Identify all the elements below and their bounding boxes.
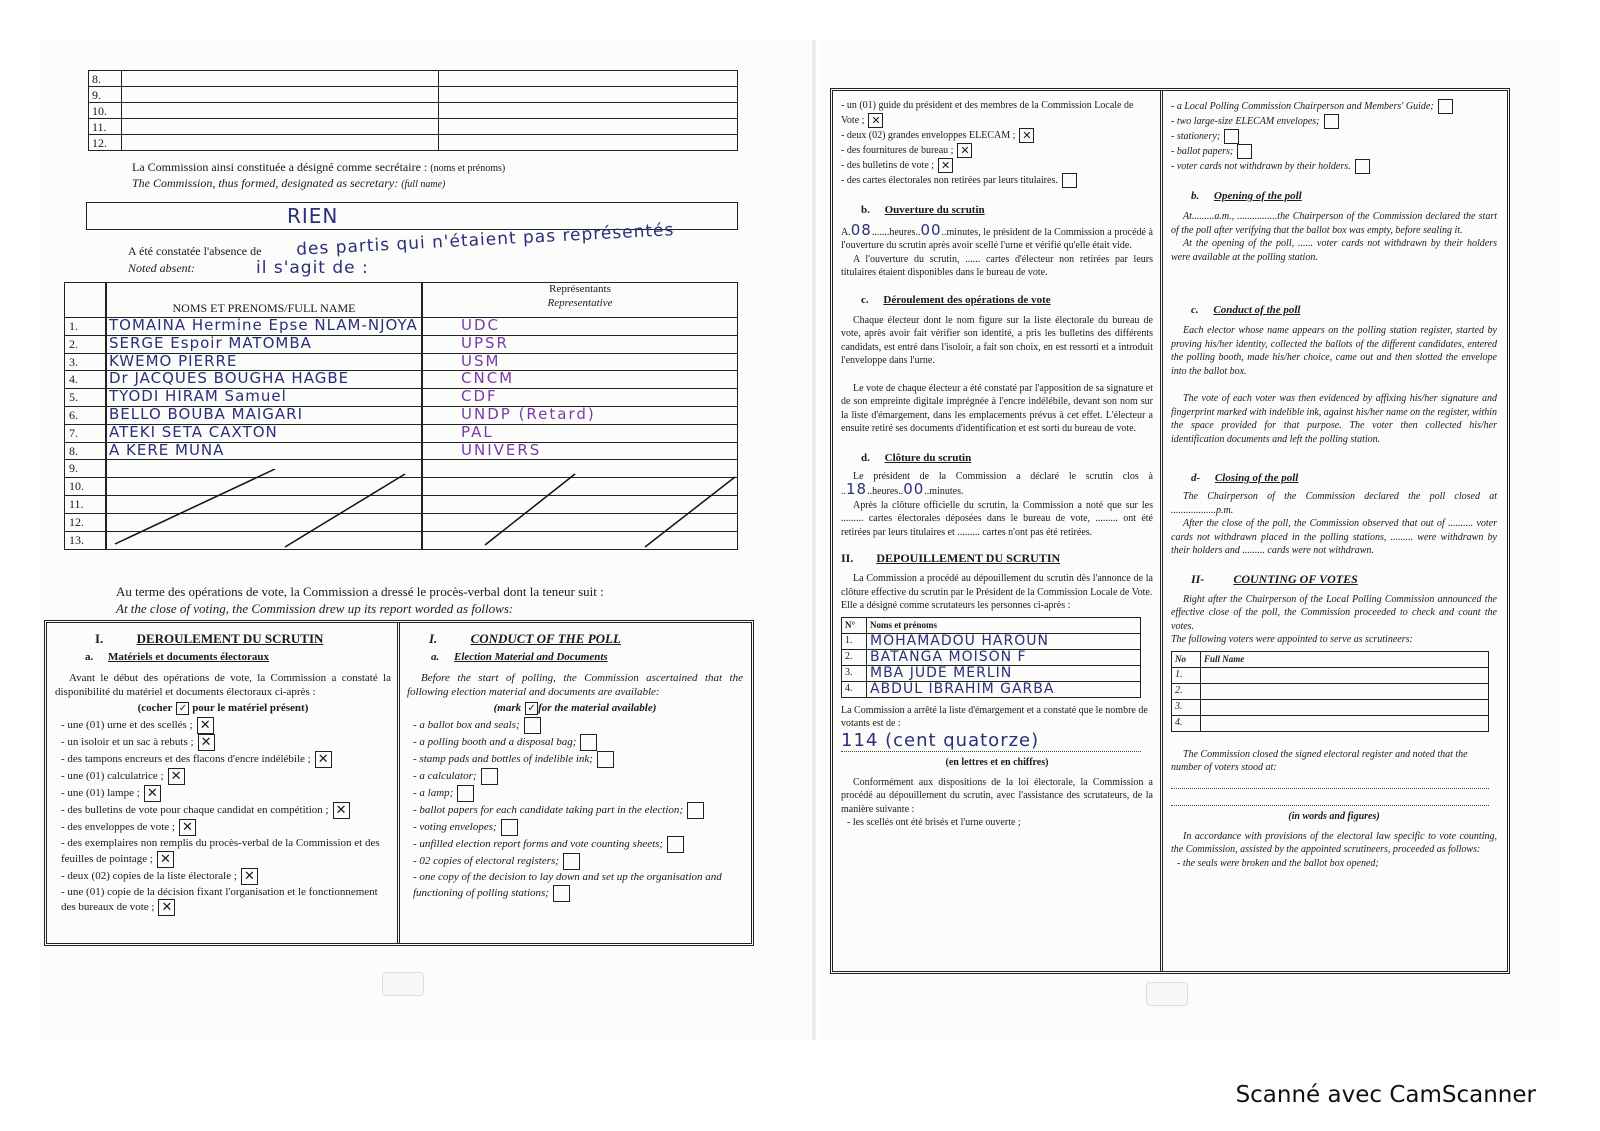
- top-table-rep-cell[interactable]: [439, 87, 738, 103]
- right-material-item: [1171, 144, 1497, 159]
- section-one-fr: I. DEROULEMENT DU SCRUTIN a. Matériels et documents électoraux Avant le début des opérations de vote, la Commission a constaté la disponibilité du matériel et documents électoraux ci-après : (cocher ✓ pour le matériel présent) - une (01) urne et des scellés ; ✕ - un isoloir et un sac à rebuts ; ✕ - des tampons encreurs et des flacons d'encre indélébile ; ✕ - une (01) calculatrice ; ✕ - une (01) lampe ; ✕ - des bulletins de vote pour chaque candidat en compétition ; ✕ - des enveloppes de vote ; ✕ - des exemplaires non remplis du procès-verbal de la Commission et des feuilles de pointage ; ✕ - deux (02) copies de la liste électorale ; ✕ - une (01) copie de la décision fixant l'organisation et le fonctionnement des bureaux de vote ; ✕: [55, 631, 391, 915]
- right-material-checkbox[interactable]: [1355, 159, 1370, 174]
- scrutineer-row: [1172, 715, 1489, 731]
- scrutineer-row-name[interactable]: [1201, 667, 1489, 683]
- page-number-mark-left: [382, 972, 424, 996]
- closing-text-en: At the close of voting, the Commission drew up its report worded as follows:: [116, 601, 514, 616]
- absent-row-name[interactable]: TOMAINA Hermine Epse NLAM-NJOYA: [109, 316, 418, 334]
- page-number-mark-right: [1146, 982, 1188, 1006]
- right-en-law-text: In accordance with provisions of the electoral law specific to vote counting, the Commission, assisted by the appointed scrutineers, proceeded as follows:: [1171, 830, 1497, 855]
- right-material-item: [841, 158, 1153, 173]
- absent-row-name[interactable]: ATEKI SETA CAXTON: [109, 422, 278, 441]
- right-material-item: [841, 143, 1153, 158]
- right-material-checkbox[interactable]: ✕: [868, 113, 883, 128]
- right-material-checkbox[interactable]: ✕: [957, 143, 972, 158]
- right-en-column: - a Local Polling Commission Chairperson and Members' Guide; - two large-size ELECAM envelopes; - stationery; - ballot papers; - voter cards not withdrawn by their holders. b. Opening of the poll At.........a.m., ................the Chairperson of the Commission declared the start of the poll after verifying that the ballot box was empty, before sealing it. At the opening of the poll, ...... voter cards not withdrawn by their holders were available at the polling station. c. Conduct of the poll Each elector whose name appears on the polling station register, started by proving his/her identity, collected the ballots of the different candidates, entered the polling booth, made his/her choice, came out and then slotted the envelope into the ballot box. The vote of each voter was then evidenced by affixing his/her signature and fingerprint marked with indelible ink, against his/her name on the register, within the space provided for that purpose. The voter then collected his/her identification documents and left the polling station. d- Closing of the poll The Chairperson of the Commission declared the poll closed at ..................p.m. After the close of the poll, the Commission observed that out of .......... voter cards not withdrawn placed in the polling stations, ......... were withdrawn by their holders and ......... cards were not withdrawn. II- COUNTING OF VOTES Right after the Chairperson of the Local Polling Commission announced the effective close of the poll, the Commission proceeded to check and count the votes. The following voters were appointed to serve as scrutineers: No Full Name 1. 2. 3. 4. The Commission closed the signed electoral register and noted that the number of voters stood at: (in words and figures) In accordance with provisions of the electoral law specific to vote counting, the Commission, assisted by the appointed scrutineers, proceeded as follows: - the seals were broken and the ballot box opened;: [1171, 100, 1497, 869]
- material-checkbox[interactable]: [553, 885, 570, 902]
- material-checkbox[interactable]: [687, 802, 704, 819]
- absent-row-rep[interactable]: PAL: [461, 422, 494, 441]
- camscanner-watermark: Scanné avec CamScanner: [1235, 1082, 1536, 1108]
- right-material-checkbox[interactable]: [1237, 144, 1252, 159]
- material-item: [61, 802, 391, 819]
- section-one-fr-hint: (cocher ✓ pour le matériel présent): [137, 702, 309, 714]
- material-item: [413, 819, 743, 836]
- material-item: [61, 868, 391, 885]
- absent-row-number: 13.: [69, 532, 84, 547]
- top-table-rep-cell[interactable]: [439, 103, 738, 119]
- section-right-box: [830, 88, 1510, 974]
- material-item: [413, 734, 743, 751]
- scrutineer-row: [842, 665, 1141, 681]
- page-fold: [812, 40, 816, 1040]
- right-fr-column: - un (01) guide du président et des membres de la Commission Locale de Vote ; ✕ - deux (02) grandes enveloppes ELECAM ; ✕ - des fournitures de bureau ; ✕ - des bulletins de vote ; ✕ - des cartes électorales non retirées par leurs titulaires. b. Ouverture du scrutin A.08.......heures..00..minutes, le président de la Commission a procédé à l'ouverture du scrutin après avoir scellé l'urne et vérifié qu'elle était vide. A l'ouverture du scrutin, ...... cartes d'électeur non retirées par leurs titulaires étaient disponibles dans le bureau de vote. c. Déroulement des opérations de vote Chaque électeur dont le nom figure sur la liste électorale du bureau de vote, après avoir fait vérifier son identité, a pris les bulletins des différents candidats, est entré dans l'isoloir, a fait son choix, en est ressorti et a introduit l'enveloppe dans l'urne. Le vote de chaque électeur a été constaté par l'apposition de sa signature et de son empreinte digitale imprégnée à l'encre indélébile, devant son nom sur la liste d'émargement, dans les emplacements prévus à cet effet. L'électeur a ensuite retiré ses documents d'identification et est sorti du bureau de vote. d. Clôture du scrutin Le président de la Commission a déclaré le scrutin clos à ..18..heures..00..minutes. Après la clôture officielle du scrutin, la Commission a noté que sur les ......... cartes électorales déposées dans le bureau de vote, ......... ont été retirées par leurs titulaires et ......... cartes n'ont pas été retirées. II. DEPOUILLEMENT DU SCRUTIN La Commission a procédé au dépouillement du scrutin dès l'annonce de la clôture effective du scrutin par le Président de la Commission Locale de Vote. Elle a désigné comme scrutateurs les personnes ci-après : N° Noms et prénoms 1. MOHAMADOU HAROUN 2. BATANGA MOISON F 3. MBA JUDE MERLIN 4. ABDUL IBRAHIM GARBA La Commission a arrêté la liste d'émargement et a constaté que le nombre de votants est de : 114 (cent quatorze) (en lettres et en chiffres) Conformément aux dispositions de la loi électorale, la Commission a procédé au dépouillement du scrutin, avec l'assistance des scrutateurs, de la manière suivante : - les scellés ont été brisés et l'urne ouverte ;: [841, 100, 1153, 828]
- material-item-label: - one copy of the decision to lay down and set up the organisation and functioning of polling stations;: [413, 871, 722, 899]
- material-item: [61, 751, 391, 768]
- top-table-row: [89, 135, 738, 151]
- right-en-c-text2: The vote of each voter was then evidenced by affixing his/her signature and fingerprint marked with indelible ink, against his/her name on the register, within the space provided for that purpose. The voter then collected his/her identification documents and left the polling station.: [1171, 393, 1497, 445]
- right-fr-ii-title: DEPOUILLEMENT DU SCRUTIN: [876, 551, 1061, 565]
- right-fr-scrutineer-table: [841, 617, 1141, 698]
- right-material-label: - des cartes électorales non retirées par leurs titulaires.: [841, 174, 1058, 186]
- right-material-label: - des bulletins de vote ;: [841, 159, 935, 171]
- material-item-label: - des bulletins de vote pour chaque candidat en compétition ;: [61, 804, 329, 817]
- right-en-register-line-1[interactable]: [1171, 786, 1489, 789]
- material-item-label: - unfilled election report forms and vote counting sheets;: [413, 838, 664, 851]
- right-en-b-text2: At the opening of the poll, ...... voter cards not withdrawn by their holders were available at the polling station.: [1171, 238, 1497, 263]
- absent-row-number: 3.: [69, 354, 78, 369]
- right-material-label: - des fournitures de bureau ;: [841, 144, 954, 156]
- right-material-label: - a Local Polling Commission Chairperson and Members' Guide;: [1171, 100, 1434, 112]
- material-item: [413, 836, 743, 853]
- absent-row-number: 5.: [69, 390, 78, 405]
- right-fr-c-title: Déroulement des opérations de vote: [883, 293, 1051, 306]
- material-item: [61, 785, 391, 802]
- material-item: [61, 734, 391, 751]
- section-one-en: I. CONDUCT OF THE POLL a. Election Material and Documents Before the start of polling, the Commission ascertained that the following election material and documents are available: (mark ✓ for the material available) - a ballot box and seals; - a polling booth and a disposal bag; - stamp pads and bottles of indelible ink; - a calculator; - a lamp; - ballot papers for each candidate taking part in the election; - voting envelopes; - unfilled election report forms and vote counting sheets; - 02 copies of electoral registers; - one copy of the decision to lay down and set up the organisation and functioning of polling stations;: [407, 631, 743, 902]
- right-en-ii-text2: The following voters were appointed to serve as scrutineers:: [1171, 634, 1413, 645]
- material-item-label: - une (01) calculatrice ;: [61, 770, 164, 783]
- right-fr-d-text4: Après la clôture officielle du scrutin, la Commission a noté que sur les ......... cartes électorales déposées dans le bureau de vote, ......... ont été retirées par leurs titulaires et ......... cartes n'ont pas été retirées.: [841, 499, 1153, 538]
- right-material-label: - un (01) guide du président et des membres de la Commission Locale de Vote ;: [841, 100, 1134, 126]
- top-members-table: [88, 70, 738, 151]
- right-material-checkbox[interactable]: ✕: [1019, 128, 1034, 143]
- empty-rows-strike-lines: [105, 469, 737, 549]
- top-table-row-number: 9.: [89, 87, 122, 103]
- right-fr-b-text3: A l'ouverture du scrutin, ...... cartes d'électeur non retirées par leurs titulaires étaient disponibles dans le bureau de vote.: [841, 253, 1153, 278]
- material-item-label: - une (01) copie de la décision fixant l'organisation et le fonctionnement des bureaux de vote ;: [61, 885, 378, 914]
- scrutineer-row-number: 4.: [842, 681, 867, 697]
- scrutineer-row-name[interactable]: [1201, 699, 1489, 715]
- right-en-b-title: Opening of the poll: [1214, 190, 1302, 202]
- scrutineer-row-number: 1.: [842, 633, 867, 649]
- material-item: [413, 717, 743, 734]
- top-table-row: [89, 119, 738, 135]
- right-material-label: - two large-size ELECAM envelopes;: [1171, 115, 1320, 127]
- right-material-label: - voter cards not withdrawn by their holders.: [1171, 160, 1351, 172]
- top-table-name-cell[interactable]: [122, 135, 439, 151]
- scrutineer-header-row: [1172, 651, 1489, 667]
- top-table-name-cell[interactable]: [122, 103, 439, 119]
- material-item-label: - stamp pads and bottles of indelible ink;: [413, 753, 593, 766]
- absent-row-rep[interactable]: UNIVERS: [461, 440, 542, 459]
- absent-row-number: 7.: [69, 425, 78, 440]
- right-en-d-text1: The Chairperson of the Commission declared the poll closed at ..................p.m.: [1171, 491, 1497, 516]
- scrutineer-row: [1172, 667, 1489, 683]
- material-checkbox[interactable]: ✕: [168, 768, 185, 785]
- section-one-en-intro: Before the start of polling, the Commission ascertained that the following election material and documents are available:: [407, 672, 743, 698]
- scrutineer-row-number: 3.: [842, 665, 867, 681]
- material-item-label: - des enveloppes de vote ;: [61, 821, 175, 834]
- top-table-row: [89, 87, 738, 103]
- right-en-d-title: Closing of the poll: [1214, 472, 1299, 484]
- strike-line-2: [285, 474, 405, 547]
- material-item: [413, 870, 743, 902]
- scrutineer-row-number: 1.: [1172, 667, 1201, 683]
- material-checkbox[interactable]: ✕: [333, 802, 350, 819]
- material-checkbox[interactable]: ✕: [179, 819, 196, 836]
- scrutineer-header-row: [842, 617, 1141, 633]
- right-material-item: [1171, 159, 1497, 174]
- absent-row-number: 10.: [69, 479, 84, 494]
- right-fr-b-text: A.08.......heures..00..minutes, le président de la Commission a procédé à l'ouverture du scrutin après avoir scellé l'urne et vérifié qu'elle était vide.: [841, 220, 1153, 251]
- absent-table: [64, 282, 738, 550]
- scrutineer-header-no: No: [1172, 651, 1201, 667]
- absent-row-rep[interactable]: CNCM: [461, 369, 515, 388]
- section-one-fr-intro: Avant le début des opérations de vote, la Commission a constaté la disponibilité du matériel et documents électoraux ci-après :: [55, 672, 391, 698]
- strike-line-4: [645, 477, 735, 547]
- right-en-top-items: [1171, 99, 1497, 174]
- absent-row-name[interactable]: A KERE MUNA: [109, 440, 225, 459]
- absent-header-rep-fr: Représentants: [549, 283, 611, 295]
- top-table-rep-cell[interactable]: [439, 135, 738, 151]
- right-fr-d-title: Clôture du scrutin: [884, 451, 972, 464]
- right-en-law-item: - the seals were broken and the ballot box opened;: [1177, 857, 1379, 869]
- right-material-label: - stationery;: [1171, 130, 1221, 142]
- closing-text-fr: Au terme des opérations de vote, la Commission a dressé le procès-verbal dont la teneur suit :: [116, 584, 604, 599]
- scrutineer-header-no: N°: [842, 617, 867, 633]
- scrutineer-row-number: 2.: [842, 649, 867, 665]
- top-table-row-number: 8.: [89, 71, 122, 87]
- material-item-label: - un isoloir et un sac à rebuts ;: [61, 736, 194, 749]
- material-item-label: - des exemplaires non remplis du procès-verbal de la Commission et des feuilles de pointage ;: [61, 837, 380, 865]
- absent-row-number: 11.: [69, 497, 84, 511]
- material-item-label: - des tampons encreurs et des flacons d'encre indélébile ;: [61, 753, 311, 766]
- material-checkbox[interactable]: ✕: [158, 899, 175, 916]
- material-item-label: - 02 copies of electoral registers;: [413, 855, 559, 868]
- top-table-row: [89, 103, 738, 119]
- top-table-rep-cell[interactable]: [439, 119, 738, 135]
- right-fr-ii-text2: Elle a désigné comme scrutateurs les personnes ci-après :: [841, 600, 1071, 611]
- absent-row-name[interactable]: Dr JACQUES BOUGHA HAGBE: [109, 369, 350, 388]
- right-en-register-text: The Commission closed the signed electoral register and noted that the number of voters stood at:: [1171, 748, 1468, 773]
- right-fr-register-value[interactable]: 114 (cent quatorze): [841, 730, 1141, 752]
- secretary-label-fr: La Commission ainsi constituée a désigné comme secrétaire : (noms et prénoms): [132, 160, 506, 174]
- absent-row-rep[interactable]: CDF: [461, 387, 498, 406]
- material-checkbox[interactable]: [457, 785, 474, 802]
- absent-row-rep[interactable]: UDC: [461, 316, 501, 334]
- scrutineer-row: [842, 633, 1141, 649]
- scrutineer-row-name[interactable]: BATANGA MOISON F: [867, 649, 1141, 665]
- material-item: [413, 768, 743, 785]
- material-checkbox[interactable]: ✕: [241, 868, 258, 885]
- absent-row-number: 12.: [69, 514, 84, 529]
- material-checkbox[interactable]: [481, 768, 498, 785]
- absent-row-number: 2.: [69, 336, 78, 351]
- material-checkbox[interactable]: [580, 734, 597, 751]
- scrutineer-row-name[interactable]: [1201, 683, 1489, 699]
- top-table-name-cell[interactable]: [122, 71, 439, 87]
- scrutineer-row-name[interactable]: MOHAMADOU HAROUN: [867, 633, 1141, 649]
- material-checkbox[interactable]: ✕: [198, 734, 215, 751]
- absent-row-rep[interactable]: UNDP (Retard): [461, 405, 596, 423]
- scrutineer-row: [1172, 699, 1489, 715]
- absence-label-en: Noted absent:: [128, 261, 195, 275]
- right-fr-top-items: [841, 99, 1153, 188]
- scrutineer-row-number: 4.: [1172, 715, 1201, 731]
- section-one-en-title: CONDUCT OF THE POLL: [470, 631, 621, 646]
- material-checkbox[interactable]: ✕: [144, 785, 161, 802]
- right-material-item: [841, 99, 1153, 128]
- scrutineer-row: [1172, 683, 1489, 699]
- right-material-item: [1171, 114, 1497, 129]
- scrutineer-header-name: Noms et prénoms: [867, 617, 1141, 633]
- material-checkbox[interactable]: ✕: [315, 751, 332, 768]
- right-fr-d-text: Le président de la Commission a déclaré le scrutin clos à ..18..heures..00..minutes.: [841, 470, 1153, 498]
- right-fr-register-hint: (en lettres et en chiffres): [945, 756, 1049, 768]
- right-material-checkbox[interactable]: [1062, 173, 1077, 188]
- section-one-en-items: [413, 717, 743, 902]
- absent-row-rep[interactable]: USM: [461, 351, 501, 370]
- strike-line-1: [115, 469, 275, 544]
- material-item-label: - ballot papers for each candidate taking part in the election;: [413, 804, 684, 817]
- absent-row-name[interactable]: TYODI HIRAM Samuel: [109, 387, 287, 406]
- right-en-c-text1: Each elector whose name appears on the polling station register, started by proving his/her identity, collected the ballots of the different candidates, entered the polling booth, made his/her choice, came out and then slotted the envelope into the ballot box.: [1171, 325, 1497, 377]
- scrutineer-header-name: Full Name: [1201, 651, 1489, 667]
- material-checkbox[interactable]: ✕: [197, 717, 214, 734]
- right-material-label: - deux (02) grandes enveloppes ELECAM ;: [841, 129, 1016, 141]
- material-item-label: - a calculator;: [413, 770, 477, 783]
- scrutineer-row-name[interactable]: [1201, 715, 1489, 731]
- top-table-row-number: 11.: [89, 119, 122, 135]
- right-fr-b-title: Ouverture du scrutin: [884, 203, 985, 216]
- material-item-label: - voting envelopes;: [413, 821, 497, 834]
- right-fr-register-text: La Commission a arrêté la liste d'émargement et a constaté que le nombre de votants est de :: [841, 704, 1148, 729]
- absence-handwritten-1: des partis qui n'étaient pas représentés: [295, 220, 675, 260]
- top-table-name-cell[interactable]: [122, 119, 439, 135]
- right-fr-c-text1: Chaque électeur dont le nom figure sur la liste électorale du bureau de vote, après avoir fait vérifier son identité, a pris les bulletins des différents candidats, est entré dans l'isoloir, a fait son choix, en est ressorti et a introduit l'enveloppe dans l'urne.: [841, 314, 1153, 366]
- scrutineer-row-number: 2.: [1172, 683, 1201, 699]
- right-material-checkbox[interactable]: [1438, 99, 1453, 114]
- right-en-ii-title: COUNTING OF VOTES: [1233, 571, 1358, 586]
- right-fr-c-text2: Le vote de chaque électeur a été constaté par l'apposition de sa signature et de son empreinte digitale imprégnée à l'encre indélébile, devant son nom sur la liste d'émargement, dans les emplacements prévus à cet effet. L'électeur a ensuite retiré ses documents d'identification et est sorti du bureau de vote.: [841, 382, 1153, 434]
- material-item-label: - a ballot box and seals;: [413, 719, 520, 732]
- material-item-label: - a polling booth and a disposal bag;: [413, 736, 577, 749]
- material-item: [413, 853, 743, 870]
- material-checkbox[interactable]: [524, 717, 541, 734]
- section-one-fr-items: [61, 717, 391, 916]
- material-item: [61, 717, 391, 734]
- top-table-name-cell[interactable]: [122, 87, 439, 103]
- absent-row-rep[interactable]: UPSR: [461, 333, 509, 352]
- scrutineer-row-name[interactable]: MBA JUDE MERLIN: [867, 665, 1141, 681]
- right-material-item: [1171, 99, 1497, 114]
- material-checkbox[interactable]: ✕: [157, 851, 174, 868]
- absent-row-number: 1.: [69, 319, 78, 333]
- right-material-checkbox[interactable]: [1324, 114, 1339, 129]
- section-one-fr-title: DEROULEMENT DU SCRUTIN: [136, 631, 324, 646]
- scrutineer-row: [842, 649, 1141, 665]
- absent-row-number: 4.: [69, 372, 78, 387]
- right-material-label: - ballot papers;: [1171, 145, 1234, 157]
- absent-table-row: [65, 442, 737, 461]
- right-fr-ii-text: La Commission a procédé au dépouillement du scrutin dès l'annonce de la clôture effective du scrutin par le Président de la Commission Locale de Vote.: [841, 573, 1153, 598]
- right-material-checkbox[interactable]: ✕: [938, 158, 953, 173]
- absent-row-number: 9.: [69, 461, 78, 476]
- material-checkbox[interactable]: [597, 751, 614, 768]
- section-one-en-hint: (mark ✓ for the material available): [493, 702, 657, 714]
- material-item: [61, 836, 391, 868]
- material-item: [413, 785, 743, 802]
- material-item: [413, 802, 743, 819]
- top-table-row-number: 12.: [89, 135, 122, 151]
- right-en-c-title: Conduct of the poll: [1213, 304, 1301, 316]
- right-material-item: [1171, 129, 1497, 144]
- right-en-register-hint: (in words and figures): [1288, 810, 1380, 822]
- material-checkbox[interactable]: [667, 836, 684, 853]
- absent-row-number: 6.: [69, 408, 78, 422]
- material-item-label: - a lamp;: [413, 787, 454, 800]
- material-item-label: - une (01) lampe ;: [61, 787, 140, 800]
- right-en-ii-text: Right after the Chairperson of the Local Polling Commission announced the effective close of the poll, the Commission proceeded to check and count the votes.: [1171, 593, 1497, 632]
- secretary-value: RIEN: [287, 204, 339, 228]
- section-one-box: [44, 620, 754, 946]
- material-item-label: - deux (02) copies de la liste électorale ;: [61, 869, 237, 882]
- absent-row-number: 8.: [69, 443, 78, 458]
- absent-header-name: NOMS ET PRENOMS/FULL NAME: [172, 301, 356, 315]
- material-item: [61, 819, 391, 836]
- top-table-row: [89, 71, 738, 87]
- right-fr-law-item: - les scellés ont été brisés et l'urne ouverte ;: [847, 817, 1021, 828]
- right-en-scrutineer-table: [1171, 651, 1489, 732]
- material-item: [61, 768, 391, 785]
- right-en-b-text1: At.........a.m., ................the Chairperson of the Commission declared the start of the poll after verifying that the ballot box was empty, before sealing it.: [1171, 211, 1497, 236]
- top-table-row-number: 10.: [89, 103, 122, 119]
- scrutineer-row-name[interactable]: ABDUL IBRAHIM GARBA: [867, 681, 1141, 697]
- right-en-d-text2: After the close of the poll, the Commission observed that out of .......... voter cards not withdrawn placed in the polling stations, ......... were withdrawn by their holders and ......... cards were not withdrawn.: [1171, 518, 1497, 556]
- absence-handwritten-2: il s'agit de :: [256, 258, 369, 278]
- material-checkbox[interactable]: [501, 819, 518, 836]
- strike-line-3: [485, 474, 575, 545]
- absent-row-name[interactable]: KWEMO PIERRE: [109, 351, 238, 370]
- absent-row-name[interactable]: BELLO BOUBA MAIGARI: [109, 405, 304, 423]
- right-en-register-line-2[interactable]: [1171, 803, 1489, 806]
- top-table-rep-cell[interactable]: [439, 71, 738, 87]
- right-fr-law-text: Conformément aux dispositions de la loi électorale, la Commission a procédé au dépouillement du scrutin, avec l'assistance des scrutateurs, de la manière suivante :: [841, 776, 1153, 815]
- secretary-label-en: The Commission, thus formed, designated as secretary: (full name): [132, 176, 446, 190]
- absence-label-fr: A été constatée l'absence de: [128, 244, 262, 258]
- absent-row-name[interactable]: SERGE Espoir MATOMBA: [109, 333, 312, 352]
- absent-header-rep-en: Representative: [547, 297, 613, 309]
- scrutineer-row-number: 3.: [1172, 699, 1201, 715]
- material-item: [61, 885, 391, 917]
- material-checkbox[interactable]: [563, 853, 580, 870]
- material-item: [413, 751, 743, 768]
- material-item-label: - une (01) urne et des scellés ;: [61, 719, 193, 732]
- right-material-item: [841, 173, 1153, 188]
- scrutineer-row: [842, 681, 1141, 697]
- right-material-checkbox[interactable]: [1224, 129, 1239, 144]
- right-material-item: [841, 128, 1153, 143]
